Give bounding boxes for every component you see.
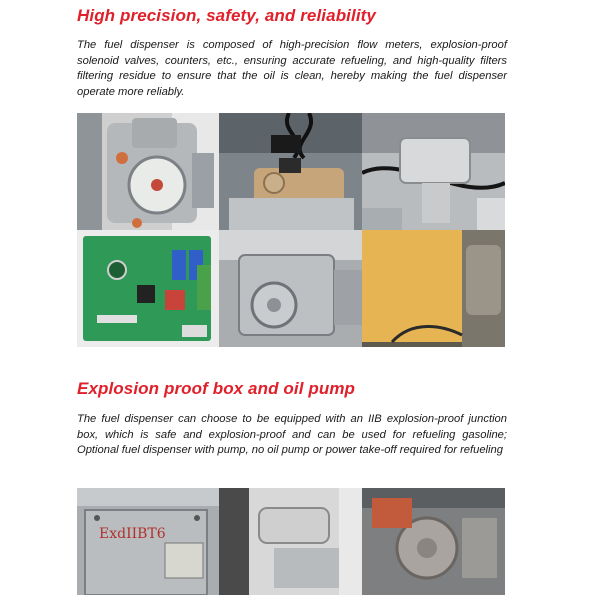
circuit-board-photo: [77, 230, 219, 347]
solenoid-valve-photo: [219, 113, 362, 230]
junction-box-label: ExdIIBT6: [99, 526, 166, 542]
pump-assembly-photo: [362, 488, 505, 595]
junction-box-photo: [77, 488, 219, 595]
section-paragraph-explosion-proof: The fuel dispenser can choose to be equipped with an IIB explosion-proof junction box, which is safe and explosion-proof and can be used for refueling gasoline; Optional fuel dispenser with pump, no oil pump or power take-off required for refueling: [77, 413, 507, 457]
section-title-precision: High precision, safety, and reliability: [77, 6, 376, 25]
filter-box-photo: [362, 230, 505, 347]
motor-photo: [219, 230, 362, 347]
section-paragraph-precision: The fuel dispenser is composed of high-precision flow meters, explosion-proof solenoid valves, counters, etc., ensuring accurate refueling, and high-quality filters filtering residue to ensure that the oil is clean, hereby making the fuel dispenser operate more reliably.: [77, 39, 507, 98]
flow-meter-photo: [77, 113, 219, 230]
oil-pump-photo: [219, 488, 362, 595]
pulser-photo: [362, 113, 505, 230]
section-title-explosion-proof: Explosion proof box and oil pump: [77, 379, 356, 398]
